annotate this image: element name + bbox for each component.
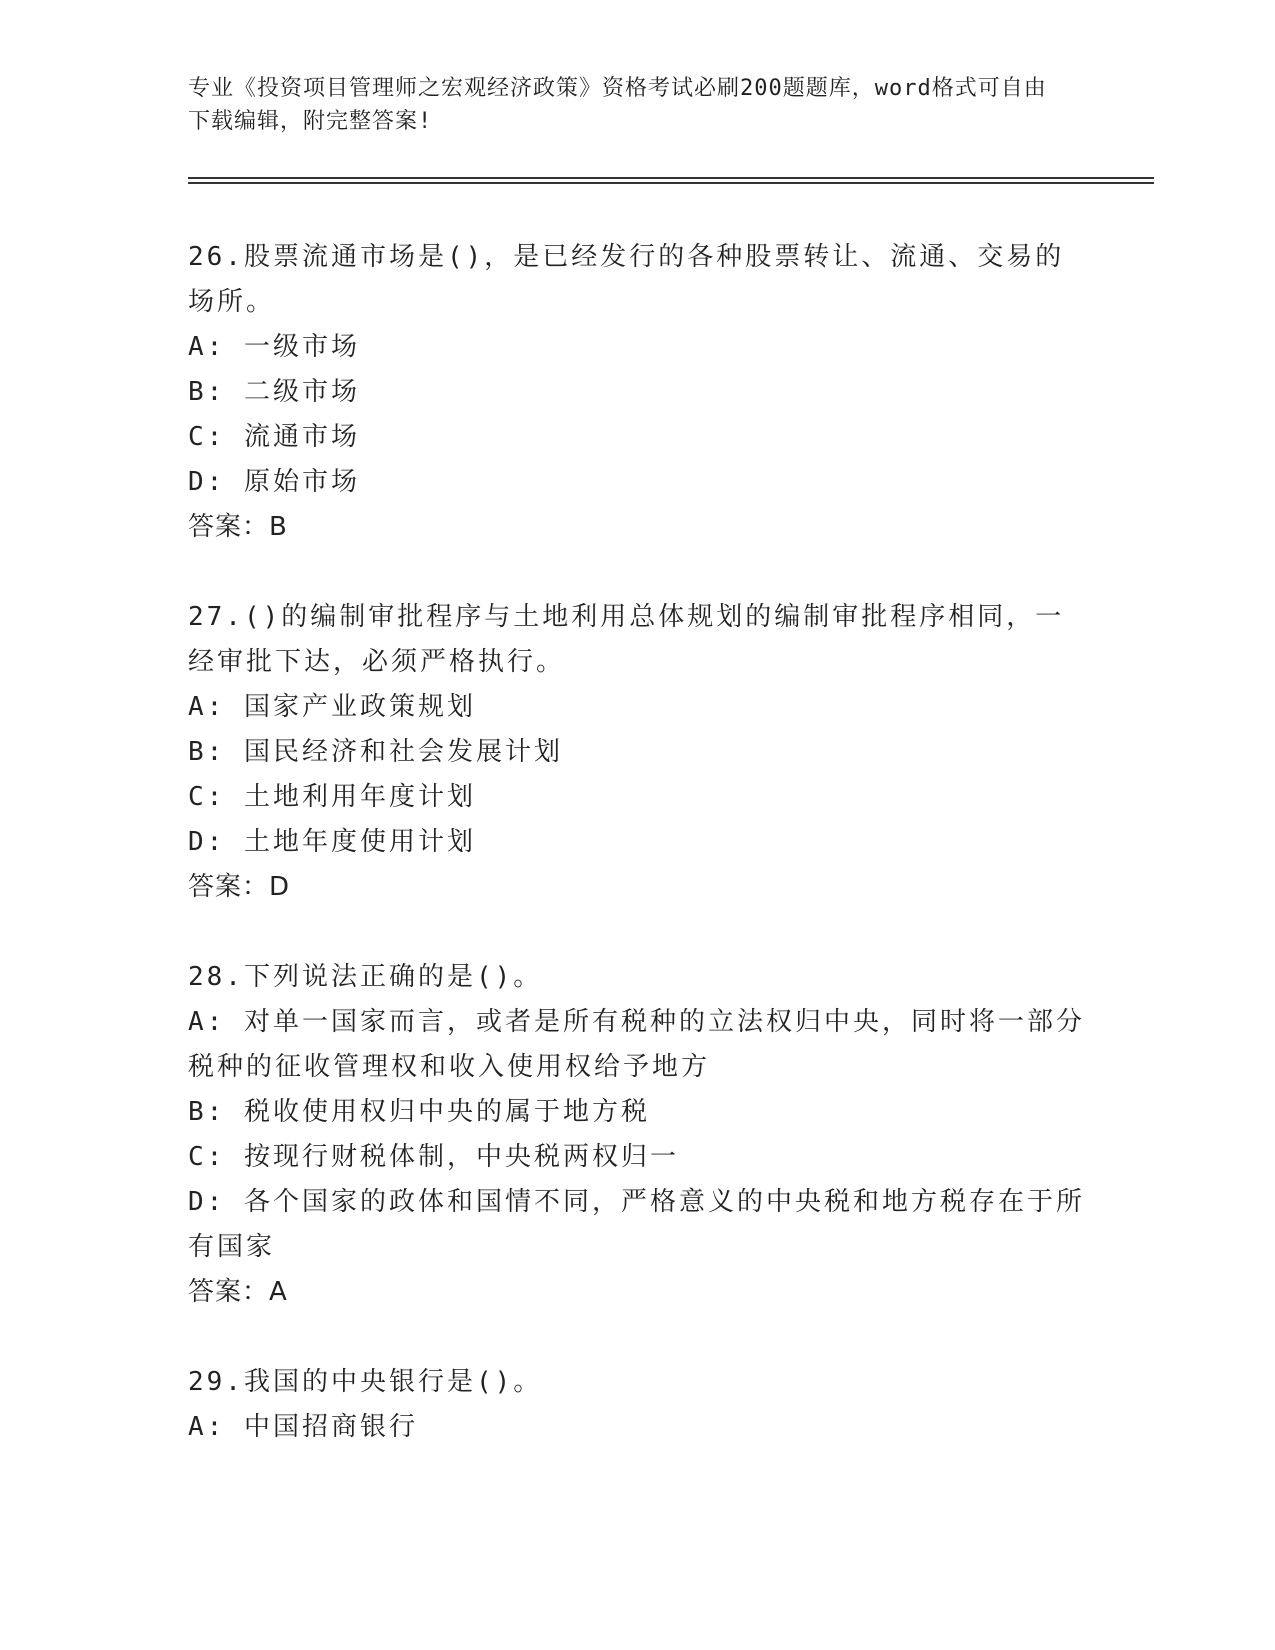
question-stem: 28.下列说法正确的是()。 (188, 962, 543, 992)
question-stem: 27.()的编制审批程序与土地利用总体规划的编制审批程序相同，一经审批下达，必须严格执行。 (188, 602, 1065, 677)
question-list (188, 235, 1088, 1495)
answer-label: 答案：B (188, 512, 288, 542)
option-a: A: 国家产业政策规划 (188, 692, 476, 722)
option-d: D: 原始市场 (188, 467, 360, 497)
option-c: C: 土地利用年度计划 (188, 782, 476, 812)
question-stem: 29.我国的中央银行是()。 (188, 1367, 543, 1397)
question-27 (188, 595, 1088, 910)
question-26 (188, 235, 1088, 550)
option-b: B: 国民经济和社会发展计划 (188, 737, 563, 767)
header-divider-top (188, 177, 1154, 179)
answer-label: 答案：A (188, 1277, 288, 1307)
answer-label: 答案：D (188, 872, 291, 902)
option-d: D: 各个国家的政体和国情不同，严格意义的中央税和地方税存在于所有国家 (188, 1187, 1085, 1262)
option-a: A: 一级市场 (188, 332, 360, 362)
option-a: A: 中国招商银行 (188, 1412, 418, 1442)
question-28 (188, 955, 1088, 1315)
option-c: C: 按现行财税体制，中央税两权归一 (188, 1142, 679, 1172)
header-divider-bottom (188, 182, 1154, 184)
option-b: B: 二级市场 (188, 377, 360, 407)
question-stem: 26.股票流通市场是()，是已经发行的各种股票转让、流通、交易的场所。 (188, 242, 1065, 317)
question-29 (188, 1360, 1088, 1450)
option-b: B: 税收使用权归中央的属于地方税 (188, 1097, 650, 1127)
option-a: A: 对单一国家而言，或者是所有税种的立法权归中央，同时将一部分税种的征收管理权和收入使用权给予地方 (188, 1007, 1085, 1082)
document-header-title: 专业《投资项目管理师之宏观经济政策》资格考试必刷200题题库，word格式可自由下载编辑，附完整答案! (188, 76, 1047, 134)
option-c: C: 流通市场 (188, 422, 360, 452)
option-d: D: 土地年度使用计划 (188, 827, 476, 857)
